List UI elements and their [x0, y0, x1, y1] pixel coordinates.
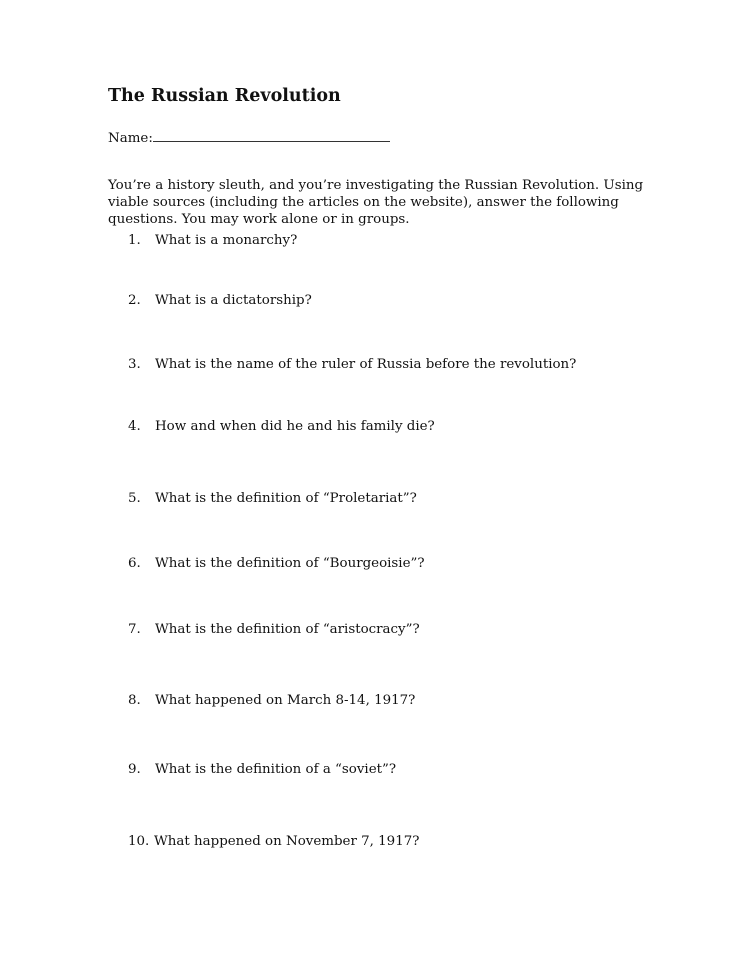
- question-number: 1.: [128, 233, 141, 248]
- question-number: 4.: [128, 419, 141, 434]
- question-number: 10.: [128, 834, 150, 849]
- question-item: [128, 622, 420, 637]
- question-item: [128, 233, 297, 248]
- name-label: Name:: [108, 131, 153, 146]
- question-text: What is the name of the ruler of Russia before the revolution?: [155, 357, 577, 372]
- question-item: [128, 693, 415, 708]
- question-item: [128, 357, 576, 372]
- name-field: [108, 128, 390, 146]
- question-item: [128, 293, 312, 308]
- question-number: 7.: [128, 622, 141, 637]
- question-number: 5.: [128, 491, 141, 506]
- page-title: The Russian Revolution: [108, 86, 341, 106]
- question-text: What happened on March 8-14, 1917?: [155, 693, 416, 708]
- question-number: 9.: [128, 762, 141, 777]
- question-text: What is the definition of “Proletariat”?: [155, 491, 417, 506]
- question-text: What is a monarchy?: [155, 233, 298, 248]
- question-text: What happened on November 7, 1917?: [154, 834, 420, 849]
- question-item: [128, 556, 425, 571]
- question-text: How and when did he and his family die?: [155, 419, 435, 434]
- question-number: 8.: [128, 693, 141, 708]
- question-item: [128, 491, 417, 506]
- question-text: What is a dictatorship?: [155, 293, 312, 308]
- question-item: [128, 762, 396, 777]
- question-text: What is the definition of a “soviet”?: [155, 762, 397, 777]
- question-text: What is the definition of “aristocracy”?: [155, 622, 420, 637]
- question-number: 3.: [128, 357, 141, 372]
- intro-paragraph: You’re a history sleuth, and you’re investigating the Russian Revolution. Using viable sources (including the articles on the website), answer the following questions. You may work alone or in groups.: [108, 178, 644, 227]
- name-blank-line: [153, 128, 390, 142]
- question-item: [128, 834, 419, 849]
- question-item: [128, 419, 435, 434]
- question-text: What is the definition of “Bourgeoisie”?: [155, 556, 425, 571]
- question-number: 6.: [128, 556, 141, 571]
- question-number: 2.: [128, 293, 141, 308]
